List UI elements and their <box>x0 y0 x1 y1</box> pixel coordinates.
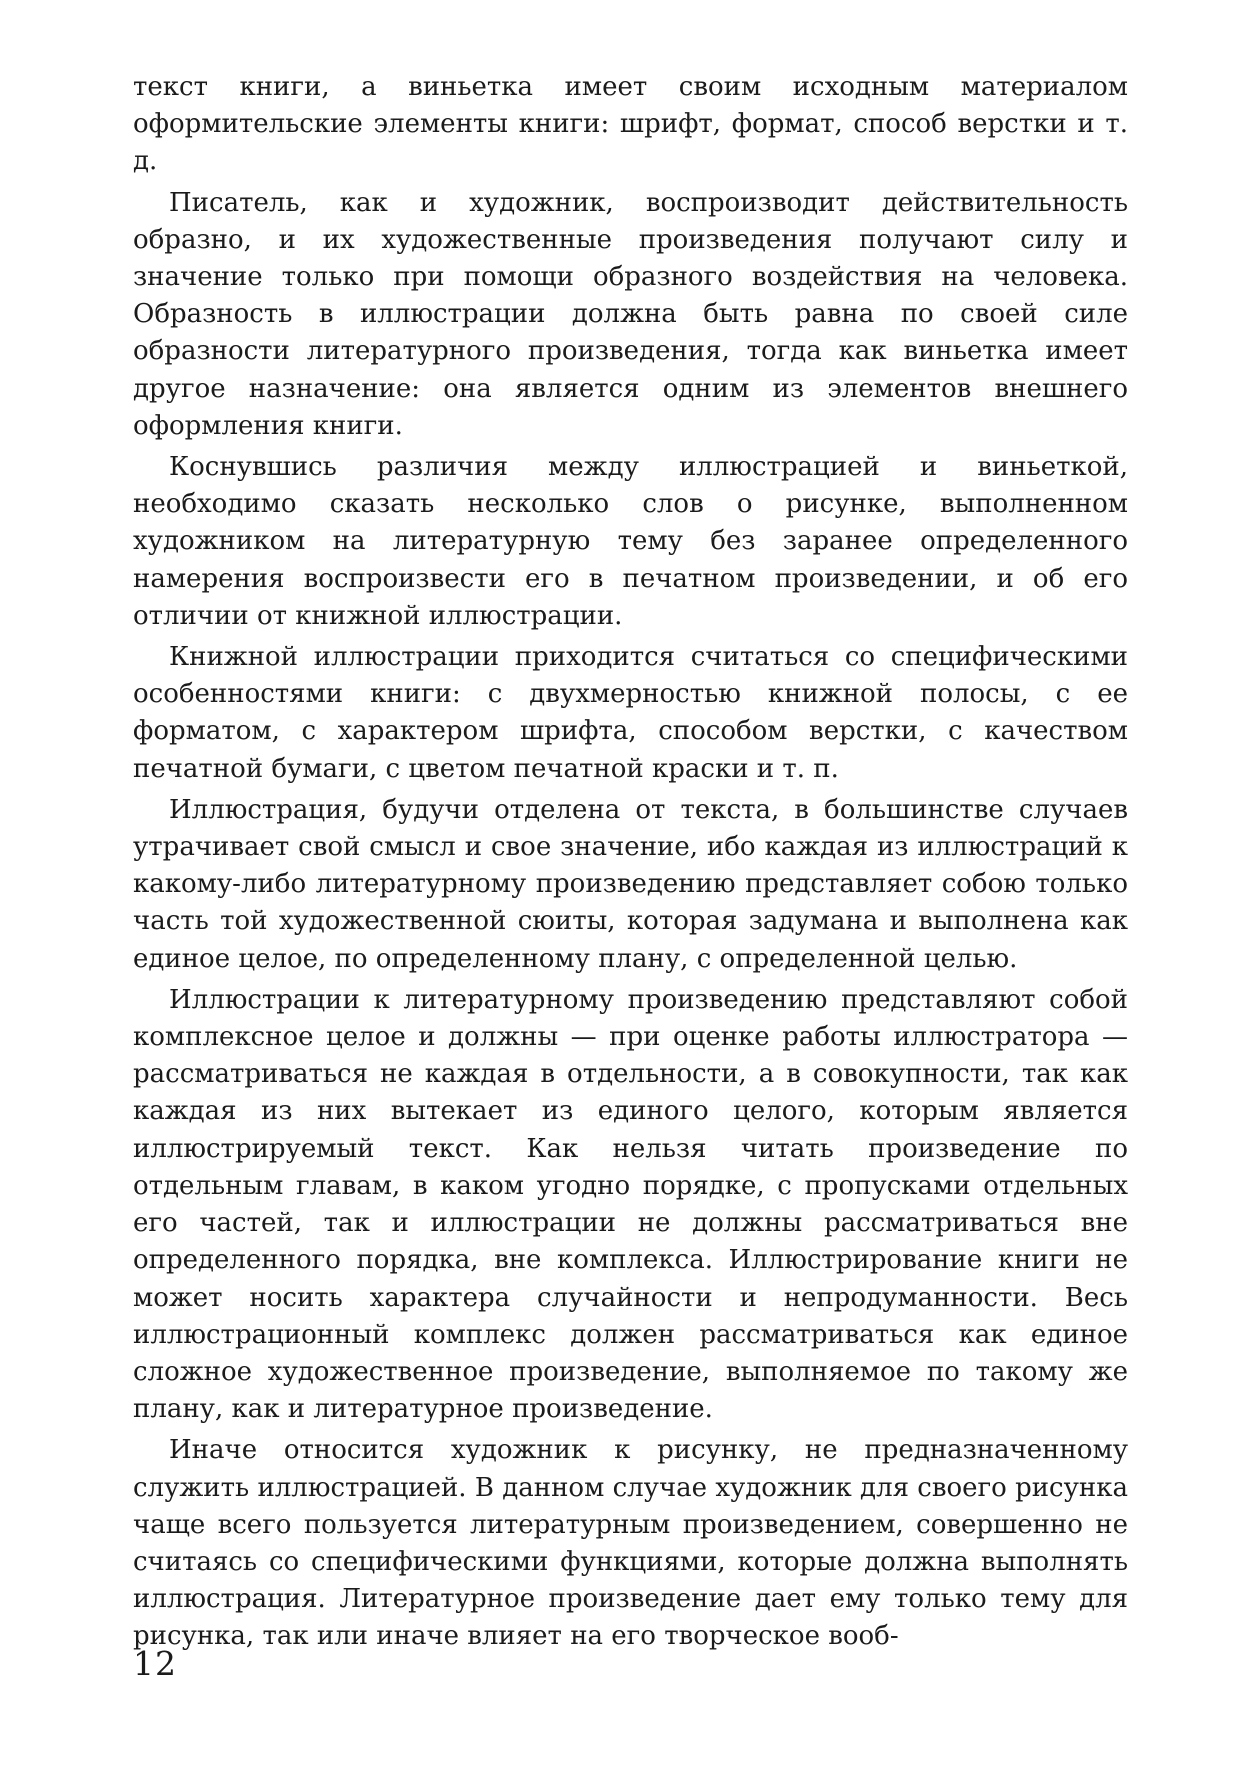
paragraph-free-drawing: Иначе относится художник к рисунку, не предназначенному служить иллюстрацией. В данном случае художник для своего рисунка чаще всего пользуется литературным произведением, совершенно не считаясь со специфическими функциями, которые должна выполнять иллюстрация. Литературное произведение дает ему только тему для рисунка, так или иначе влияет на его творческое вооб- <box>133 1435 1128 1652</box>
body-text <box>133 69 1128 1660</box>
paragraph-illustration-vs-vignette: Коснувшись различия между иллюстрацией и виньеткой, необходимо сказать несколько слов о рисунке, выполненном художником на литературную тему без заранее определенного намерения воспроизвести его в печатном произведении, и об его отличии от книжной иллюстрации. <box>133 452 1128 631</box>
paragraph-book-specifics: Книжной иллюстрации приходится считаться со специфическими особенностями книги: с двухмерностью книжной полосы, с ее форматом, с характером шрифта, способом верстки, с качеством печатной бумаги, с цветом печатной краски и т. п. <box>133 642 1128 784</box>
paragraph-illustration-complex: Иллюстрации к литературному произведению представляют собой комплексное целое и должны — при оценке работы иллюстратора — рассматриваться не каждая в отдельности, а в совокупности, так как каждая из них вытекает из единого целого, которым является иллюстрируемый текст. Как нельзя читать произведение по отдельным главам, в каком угодно порядке, с пропусками отдельных его частей, так и иллюстрации не должны рассматриваться вне определенного порядка, вне комплекса. Иллюстрирование книги не может носить характера случайности и непродуманности. Весь иллюстрационный комплекс должен рассматриваться как единое сложное художественное произведение, выполняемое по такому же плану, как и литературное произведение. <box>133 984 1128 1425</box>
paragraph-continuation: текст книги, а виньетка имеет своим исходным материалом оформительские элементы книги: шрифт, формат, способ верстки и т. д. <box>133 72 1128 177</box>
paragraph-writer-and-artist: Писатель, как и художник, воспроизводит действительность образно, и их художественные произведения получают силу и значение только при помощи образного воздействия на человека. Образность в иллюстрации должна быть равна по своей силе образности литературного произведения, тогда как виньетка имеет другое назначение: она является одним из элементов внешнего оформления книги. <box>133 187 1128 441</box>
page-number: 12 <box>133 1644 177 1683</box>
paragraph-illustration-separated: Иллюстрация, будучи отделена от текста, в большинстве случаев утрачивает свой смысл и свое значение, ибо каждая из иллюстраций к какому-либо литературному произведению представляет собою только часть той художественной сюиты, которая задумана и выполнена как единое целое, по определенному плану, с определенной целью. <box>133 794 1128 974</box>
